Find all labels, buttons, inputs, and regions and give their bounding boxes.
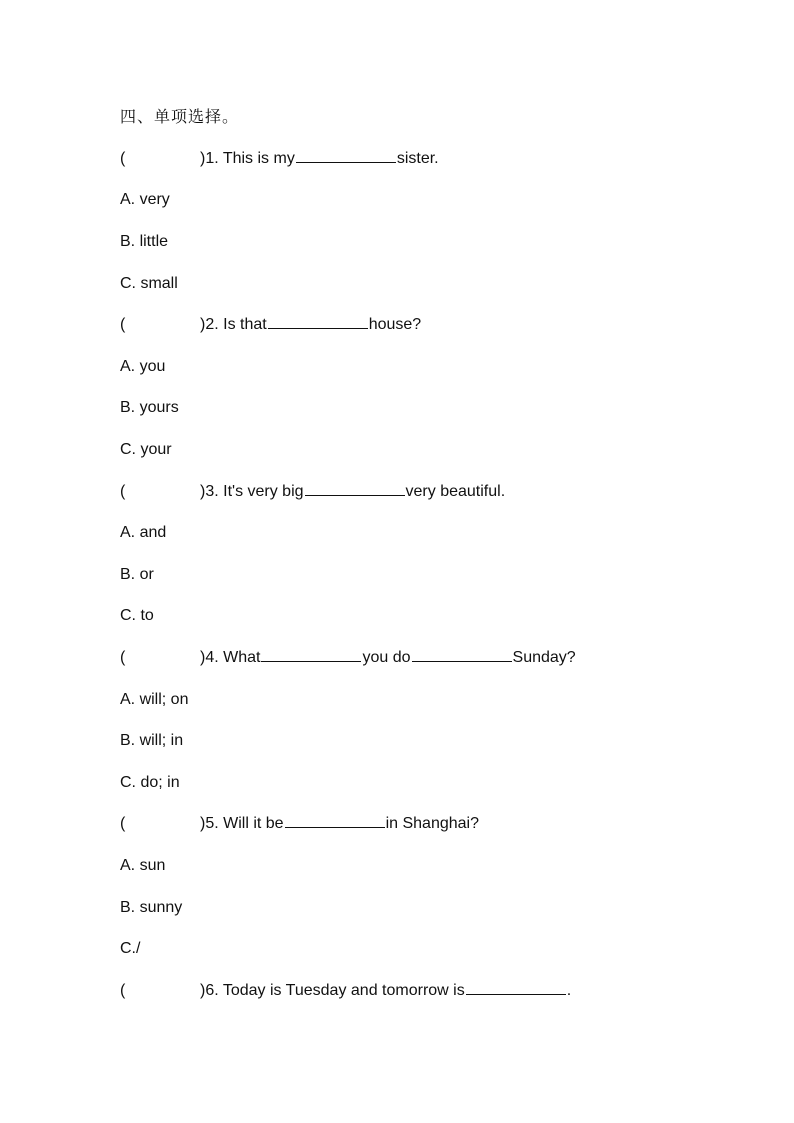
answer-blank [285, 812, 385, 828]
answer-blank [261, 646, 361, 662]
option-3c: C. to [120, 607, 154, 624]
question-stem: )6. Today is Tuesday and tomorrow is . [200, 979, 571, 1003]
option-3a: A. and [120, 524, 167, 541]
question-stem: )5. Will it be in Shanghai? [200, 812, 479, 836]
answer-paren: ( [120, 982, 126, 999]
option-2b: B. yours [120, 399, 179, 416]
option-2a: A. you [120, 358, 166, 375]
option-1b: B. little [120, 233, 169, 250]
option-3b: B. or [120, 566, 154, 583]
answer-blank [296, 147, 396, 163]
option-1c: C. small [120, 275, 178, 292]
option-4a: A. will; on [120, 691, 189, 708]
question-stem: )3. It's very big very beautiful. [200, 480, 505, 504]
answer-blank [305, 480, 405, 496]
answer-blank [268, 313, 368, 329]
option-5a: A. sun [120, 857, 166, 874]
question-stem: )4. What you do Sunday? [200, 646, 576, 670]
answer-blank [412, 646, 512, 662]
option-1a: A. very [120, 191, 170, 208]
option-4b: B. will; in [120, 732, 184, 749]
answer-paren: ( [120, 483, 126, 500]
option-4c: C. do; in [120, 774, 180, 791]
answer-blank [466, 979, 566, 995]
answer-paren: ( [120, 815, 126, 832]
answer-paren: ( [120, 316, 126, 333]
option-5c: C./ [120, 940, 141, 957]
question-stem: )2. Is that house? [200, 313, 421, 337]
answer-paren: ( [120, 150, 126, 167]
section-title: 四、单项选择。 [120, 107, 240, 126]
answer-paren: ( [120, 649, 126, 666]
option-5b: B. sunny [120, 899, 183, 916]
option-2c: C. your [120, 441, 172, 458]
question-stem: )1. This is my sister. [200, 147, 439, 171]
